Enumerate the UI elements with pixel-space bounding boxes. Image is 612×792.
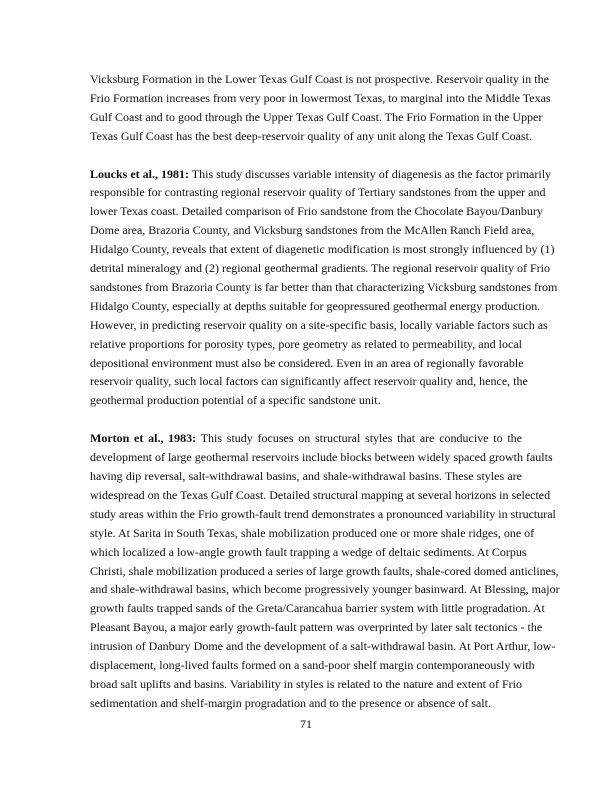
line-text: However, in predicting reservoir quality on a site-specific basis, locally variable factors such as [90, 317, 548, 332]
line-text: displacement, long-lived faults formed on a sand-poor shelf margin contemporaneously with [90, 658, 535, 673]
line-text: broad salt uplifts and basins. Variability in styles is related to the nature and extent of Frio [90, 676, 522, 691]
line-text: development of large geothermal reservoirs include blocks between widely spaced growth faults [90, 450, 553, 465]
text-line [90, 70, 549, 89]
line-text: growth faults trapped sands of the Greta/Carancahua barrier system with little progradation. At [90, 601, 545, 616]
text-line [90, 675, 522, 694]
text-line [90, 297, 541, 316]
text-line [90, 89, 551, 108]
text-line [90, 448, 553, 467]
line-text: widespread on the Texas Gulf Coast. Detailed structural mapping at several horizons in selected [90, 487, 551, 502]
line-text: responsible for contrasting regional reservoir quality of Tertiary sandstones from the upper and [90, 185, 546, 200]
text-line [90, 618, 543, 637]
text-line [90, 543, 527, 562]
text-line [90, 580, 560, 599]
line-text: reservoir quality, such local factors can significantly affect reservoir quality and, hence, the [90, 374, 528, 389]
text-line [90, 259, 550, 278]
text-line [90, 505, 556, 524]
text-line [90, 221, 535, 240]
line-text: having dip reversal, salt-withdrawal basins, and shale-withdrawal basins. These styles are [90, 469, 522, 483]
text-line [90, 391, 522, 410]
line-text: lower Texas coast. Detailed comparison of Frio sandstone from the Chocolate Bayou/Danbury [90, 204, 543, 219]
text-line [90, 524, 535, 543]
text-line [90, 278, 558, 297]
line-text: style. At Sarita in South Texas, shale mobilization produced one or more shale ridges, one of [90, 525, 535, 540]
text-line [90, 562, 559, 581]
line-text: Hidalgo County, reveals that extent of diagenetic modification is most strongly influenced by (1) [90, 242, 555, 257]
line-text: Texas Gulf Coast has the best deep-reservoir quality of any unit along the Texas Gulf Coast. [90, 128, 532, 143]
text-line [90, 240, 555, 259]
line-text: Pleasant Bayou, a major early growth-fault pattern was overprinted by later salt tectonics - the [90, 620, 543, 635]
text-line [90, 656, 535, 675]
paragraph [90, 165, 558, 411]
line-text: intrusion of Danbury Dome and the development of a salt-withdrawal basin. At Port Arthur, low- [90, 639, 556, 654]
paragraph [90, 70, 551, 146]
line-text: study areas within the Frio growth-fault trend demonstrates a pronounced variability in structural [90, 506, 556, 521]
text-line [90, 335, 522, 354]
text-line [90, 599, 545, 618]
line-text: relative proportions for porosity types, pore geometry as related to permeability, and local [90, 336, 522, 351]
line-text: Gulf Coast and to good through the Upper Texas Gulf Coast. The Frio Formation in the Upper [90, 109, 543, 124]
line-text: sedimentation and shelf-margin progradation and to the presence or absence of salt. [90, 695, 491, 710]
paragraphs [90, 70, 560, 713]
line-text: Frio Formation increases from very poor in lowermost Texas, to marginal into the Middle Texas [90, 90, 551, 105]
citation-lead: Loucks et al., 1981: [90, 166, 189, 181]
line-text: detrital mineralogy and (2) regional geothermal gradients. The regional reservoir quality of Frio [90, 261, 550, 276]
text-line [90, 637, 556, 656]
line-text: Dome area, Brazoria County, and Vicksburg sandstones from the McAllen Ranch Field area, [90, 223, 535, 238]
citation-lead: Morton et al., 1983: [90, 431, 197, 446]
paragraph [90, 429, 560, 713]
line-text: Christi, shale mobilization produced a series of large growth faults, shale-cored domed anticlines, [90, 563, 559, 578]
text-line [90, 127, 532, 146]
line-text: depositional environment must also be considered. Even in an area of regionally favorable [90, 355, 524, 370]
text-line [90, 354, 522, 373]
text-line [90, 165, 552, 184]
text-line [90, 316, 548, 335]
text-line [90, 108, 543, 127]
text-line [90, 467, 522, 486]
line-text: which localized a low-angle growth fault trapping a wedge of deltaic sediments. At Corpus [90, 544, 527, 559]
text-line [90, 372, 528, 391]
line-text: This study discusses variable intensity of diagenesis as the factor primarily [189, 166, 552, 181]
document-body [90, 70, 560, 733]
text-line [90, 486, 551, 505]
line-text: geothermal production potential of a specific sandstone unit. [90, 393, 381, 408]
line-text: and shale-withdrawal basins, which become progressively younger basinward. At Blessing, major [90, 582, 560, 597]
text-line [90, 183, 546, 202]
line-text: Hidalgo County, especially at depths suitable for geopressured geothermal energy production. [90, 298, 541, 313]
text-line [90, 429, 522, 448]
page-number: 71 [300, 716, 312, 731]
text-line [90, 694, 522, 713]
line-text: sandstones from Brazoria County is far better than that characterizing Vicksburg sandstones from [90, 279, 558, 294]
text-line [90, 202, 543, 221]
line-text: Vicksburg Formation in the Lower Texas Gulf Coast is not prospective. Reservoir quality in the [90, 72, 549, 86]
line-text: This study focuses on structural styles that are conducive to the [196, 431, 522, 446]
